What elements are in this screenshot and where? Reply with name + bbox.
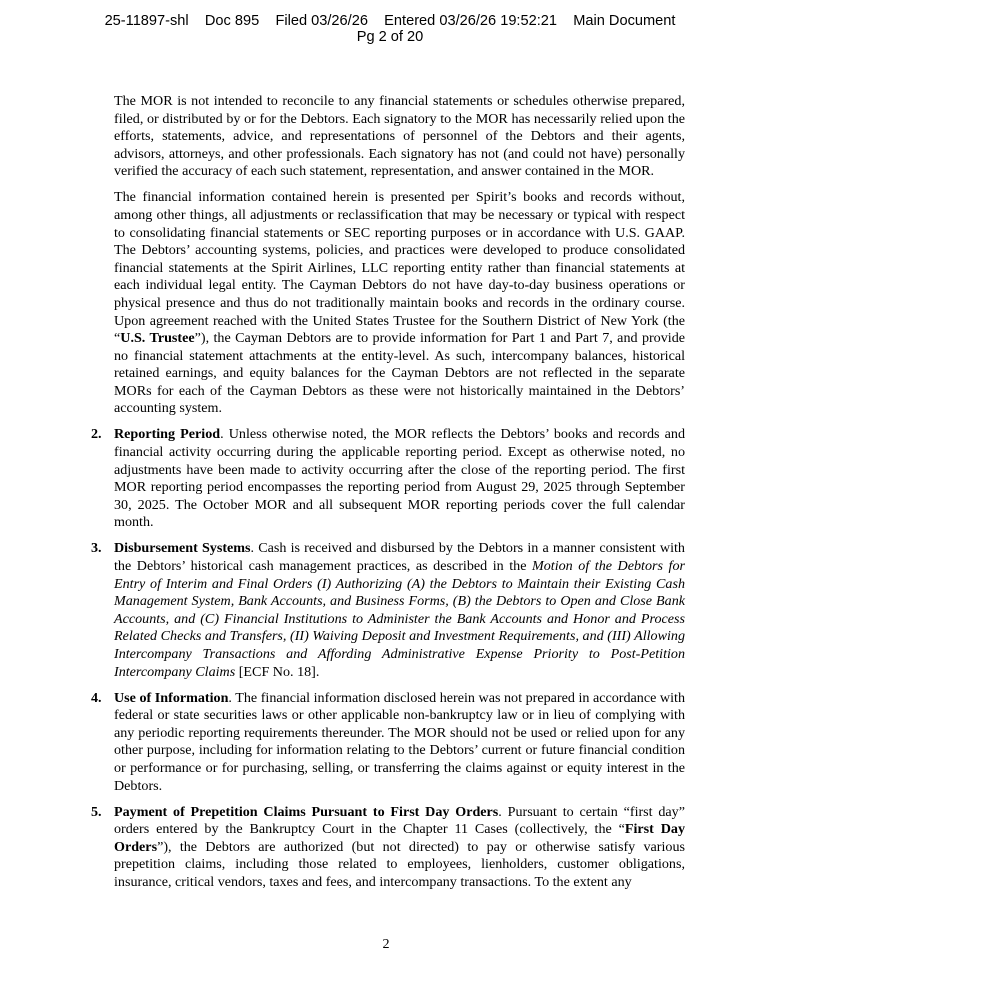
item-heading: Payment of Prepetition Claims Pursuant to First Day Orders	[114, 803, 499, 820]
item-heading: Use of Information	[114, 689, 229, 706]
motion-title: Motion of the Debtors for Entry of Interim and Final Orders (I) Authorizing (A) the Debtors to Maintain their Existing Cash Management System, Bank Accounts, and Business Forms, (B) the Debtors to Open and Close Bank Accounts, and (C) Financial Institutions to Administer the Bank Accounts and Honor and Process Related Checks and Transfers, (II) Waiving Deposit and Investment Requirements, and (III) Allowing Intercompany Transactions and Affording Administrative Expense Priority to Post-Petition Intercompany Claims	[114, 558, 685, 680]
paragraph-text: ”), the Cayman Debtors are to provide information for Part 1 and Part 7, and provide no financial statement attachments at the entity-level. As such, intercompany balances, historical retained earnings, and equity balances for the Cayman Debtors are not reflected in the separate MORs for each of the Cayman Debtors as these were not historically maintained in the Debtors’ accounting system.	[114, 330, 685, 417]
filing-header	[0, 13, 780, 45]
item-text-tail: ”), the Debtors are authorized (but not directed) to pay or otherwise satisfy various prepetition claims, including those related to employees, lienholders, customer obligations, insurance, critical vendors, taxes and fees, and intercompany transactions. To the extent any	[114, 838, 685, 890]
item-number: 3.	[91, 540, 102, 557]
item-text-tail: [ECF No. 18].	[235, 663, 320, 680]
document-body	[91, 93, 685, 900]
item-heading: Reporting Period	[114, 426, 221, 443]
item-text: . Unless otherwise noted, the MOR reflects the Debtors’ books and records and financial activity occurring during the applicable reporting period. Except as otherwise noted, no adjustments have been made to activity occurring after the close of the reporting period. The first MOR reporting period encompasses the reporting period from August 29, 2025 through September 30, 2025. The October MOR and all subsequent MOR reporting periods cover the full calendar month.	[114, 426, 685, 531]
paragraph-text: The financial information contained herein is presented per Spirit’s books and records without, among other things, all adjustments or reclassification that may be necessary or typical with respect to consolidating financial statements or SEC reporting purposes or in accordance with U.S. GAAP. The Debtors’ accounting systems, policies, and practices were developed to produce consolidated financial statements at the Spirit Airlines, LLC reporting entity rather than financial statements at each individual legal entity. The Cayman Debtors do not have day-to-day business operations or physical presence and thus do not traditionally maintain books and records in the ordinary course. Upon agreement reached with the United States Trustee for the Southern District of New York (the “	[114, 189, 685, 347]
item-text: . Pursuant to certain “first day” orders entered by the Bankruptcy Court in the Chapter 11 Cases (collectively, the “	[114, 803, 685, 838]
item-number: 5.	[91, 803, 102, 820]
item-heading: Disbursement Systems	[114, 540, 251, 557]
item-use-of-information	[91, 690, 685, 796]
paragraph-text: The MOR is not intended to reconcile to any financial statements or schedules otherwise prepared, filed, or distributed by or for the Debtors. Each signatory to the MOR has necessarily relied upon the efforts, statements, advice, and representations of personnel of the Debtors and their agents, advisors, attorneys, and other professionals. Each signatory has not (and could not have) personally verified the accuracy of each such statement, representation, and answer contained in the MOR.	[114, 93, 685, 180]
paragraph-financial-information	[114, 189, 685, 418]
item-text: . Cash is received and disbursed by the Debtors in a manner consistent with the Debtors’ historical cash management practices, as described in the	[114, 540, 685, 575]
page-number: 2	[382, 936, 390, 952]
item-text: . The financial information disclosed herein was not prepared in accordance with federal or state securities laws or other applicable non-bankruptcy law or in lieu of complying with any periodic reporting requirements thereunder. The MOR should not be used or relied upon for any other purpose, including for information relating to the Debtors’ current or future financial condition or performance or for purchasing, selling, or transferring the claims against or equity interest in the Debtors.	[114, 689, 685, 794]
item-payment-prepetition-claims	[91, 804, 685, 892]
item-number: 4.	[91, 689, 102, 706]
paragraph-mor-reconcile	[114, 93, 685, 181]
filing-header-line: 25-11897-shl Doc 895 Filed 03/26/26 Entered 03/26/26 19:52:21 Main Document	[104, 13, 676, 29]
item-disbursement-systems	[91, 540, 685, 681]
defined-term-us-trustee: U.S. Trustee	[120, 330, 195, 347]
item-number: 2.	[91, 426, 102, 443]
filing-page-count: Pg 2 of 20	[356, 29, 424, 45]
defined-term-first-day-orders: First Day Orders	[114, 821, 685, 855]
item-reporting-period	[91, 426, 685, 532]
